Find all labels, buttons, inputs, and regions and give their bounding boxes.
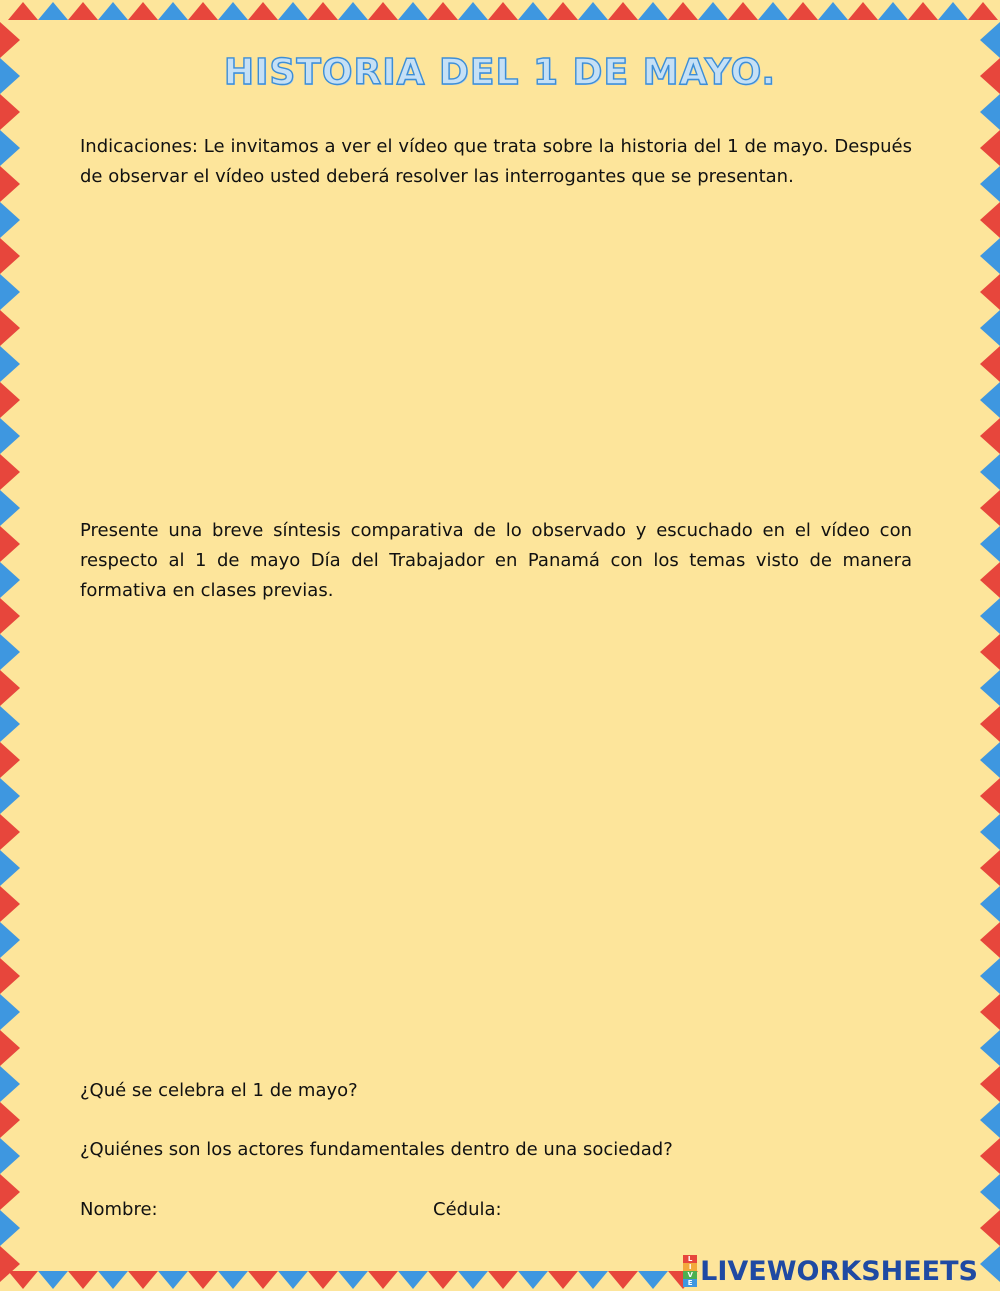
border-triangle: [0, 1210, 20, 1246]
border-triangle: [728, 2, 758, 20]
border-triangle: [638, 1271, 668, 1289]
border-triangle: [0, 850, 20, 886]
border-triangle: [980, 526, 1000, 562]
border-triangle: [980, 598, 1000, 634]
border-triangle: [980, 166, 1000, 202]
border-triangle: [368, 2, 398, 20]
border-triangle: [8, 2, 38, 20]
instructions-text: Indicaciones: Le invitamos a ver el vídeo que trata sobre la historia del 1 de mayo. Después de observar el vídeo usted deberá resolver las interrogantes que se presentan.: [80, 136, 912, 187]
border-triangle: [638, 2, 668, 20]
border-triangle: [0, 1102, 20, 1138]
border-triangle: [0, 1174, 20, 1210]
border-triangle: [980, 490, 1000, 526]
border-triangle: [980, 634, 1000, 670]
border-triangle: [488, 2, 518, 20]
border-triangle: [980, 850, 1000, 886]
border-triangle: [0, 958, 20, 994]
border-triangle: [980, 742, 1000, 778]
border-triangle: [0, 814, 20, 850]
border-triangle: [668, 2, 698, 20]
border-triangle: [0, 1138, 20, 1174]
border-triangle: [188, 2, 218, 20]
border-triangle: [0, 742, 20, 778]
id-label: Cédula:: [433, 1199, 502, 1220]
border-triangle: [848, 2, 878, 20]
border-triangle: [980, 922, 1000, 958]
border-triangle: [0, 778, 20, 814]
border-triangle: [818, 2, 848, 20]
border-triangle: [0, 130, 20, 166]
border-triangle: [0, 706, 20, 742]
border-triangle: [38, 2, 68, 20]
border-triangle: [938, 2, 968, 20]
border-triangle: [980, 130, 1000, 166]
border-triangle: [0, 310, 20, 346]
border-triangle: [980, 418, 1000, 454]
border-triangle: [980, 886, 1000, 922]
border-triangle: [308, 2, 338, 20]
border-triangle: [980, 778, 1000, 814]
border-triangle: [608, 2, 638, 20]
border-triangle: [488, 1271, 518, 1289]
border-triangle: [0, 202, 20, 238]
border-triangle: [980, 706, 1000, 742]
border-triangle: [68, 1271, 98, 1289]
border-triangle: [980, 1030, 1000, 1066]
liveworksheets-logo-icon: [683, 1255, 697, 1287]
border-triangle: [608, 1271, 638, 1289]
border-triangle: [98, 2, 128, 20]
border-triangle: [278, 2, 308, 20]
border-triangle: [158, 1271, 188, 1289]
border-triangle: [0, 1066, 20, 1102]
border-triangle: [188, 1271, 218, 1289]
border-triangle: [0, 994, 20, 1030]
border-triangle: [980, 670, 1000, 706]
worksheet-title: HISTORIA DEL 1 DE MAYO.: [223, 52, 777, 93]
border-triangle: [578, 1271, 608, 1289]
border-triangle: [0, 418, 20, 454]
border-triangle: [980, 454, 1000, 490]
border-triangle: [98, 1271, 128, 1289]
border-triangle: [980, 958, 1000, 994]
border-triangle: [980, 310, 1000, 346]
logo-letter-v: V: [683, 1271, 697, 1279]
border-triangle: [980, 1246, 1000, 1282]
border-triangle: [458, 2, 488, 20]
border-triangle: [980, 1066, 1000, 1102]
border-triangle: [578, 2, 608, 20]
border-triangle: [428, 2, 458, 20]
border-triangle: [878, 2, 908, 20]
logo-letter-i: I: [683, 1263, 697, 1271]
logo-letter-e: E: [683, 1279, 697, 1287]
border-triangle: [0, 922, 20, 958]
border-triangle: [968, 2, 998, 20]
border-triangle: [0, 166, 20, 202]
border-triangle: [0, 886, 20, 922]
border-triangle: [980, 814, 1000, 850]
border-triangle: [518, 2, 548, 20]
border-triangle: [38, 1271, 68, 1289]
border-triangle: [0, 346, 20, 382]
border-triangle: [980, 1138, 1000, 1174]
border-triangle: [548, 1271, 578, 1289]
border-triangle: [980, 562, 1000, 598]
border-triangle: [398, 2, 428, 20]
border-triangle: [218, 2, 248, 20]
border-triangle: [248, 1271, 278, 1289]
question-2: ¿Quiénes son los actores fundamentales dentro de una sociedad?: [80, 1139, 673, 1160]
logo-letter-l: L: [683, 1255, 697, 1263]
border-triangle: [698, 2, 728, 20]
synthesis-prompt: Presente una breve síntesis comparativa de lo observado y escuchado en el vídeo con respecto al 1 de mayo Día del Trabajador en Panamá con los temas visto de manera formativa en clases previas.: [80, 520, 912, 601]
border-triangle: [0, 382, 20, 418]
border-triangle: [0, 634, 20, 670]
border-triangle: [0, 238, 20, 274]
border-triangle: [0, 94, 20, 130]
border-triangle: [248, 2, 278, 20]
border-triangle: [980, 1102, 1000, 1138]
border-triangle: [0, 454, 20, 490]
border-triangle: [8, 1271, 38, 1289]
border-triangle: [218, 1271, 248, 1289]
border-triangle: [368, 1271, 398, 1289]
border-triangle: [0, 562, 20, 598]
liveworksheets-logo: [683, 1253, 978, 1289]
border-triangle: [68, 2, 98, 20]
border-triangle: [980, 238, 1000, 274]
border-triangle: [338, 2, 368, 20]
border-triangle: [128, 1271, 158, 1289]
border-triangle: [788, 2, 818, 20]
border-triangle: [128, 2, 158, 20]
border-triangle: [980, 1210, 1000, 1246]
border-triangle: [398, 1271, 428, 1289]
border-triangle: [0, 598, 20, 634]
border-triangle: [0, 274, 20, 310]
border-triangle: [338, 1271, 368, 1289]
border-triangle: [428, 1271, 458, 1289]
border-triangle: [980, 1174, 1000, 1210]
border-triangle: [980, 382, 1000, 418]
border-triangle: [980, 274, 1000, 310]
border-triangle: [758, 2, 788, 20]
border-triangle: [980, 202, 1000, 238]
border-triangle: [548, 2, 578, 20]
border-triangle: [458, 1271, 488, 1289]
border-triangle: [308, 1271, 338, 1289]
question-1: ¿Qué se celebra el 1 de mayo?: [80, 1080, 358, 1101]
liveworksheets-wordmark: LIVEWORKSHEETS: [700, 1255, 978, 1287]
border-triangle: [0, 1030, 20, 1066]
border-triangle: [980, 94, 1000, 130]
border-triangle: [518, 1271, 548, 1289]
border-triangle: [158, 2, 188, 20]
border-triangle: [0, 490, 20, 526]
border-triangle: [278, 1271, 308, 1289]
border-triangle: [0, 670, 20, 706]
name-label: Nombre:: [80, 1199, 158, 1220]
border-triangle: [0, 526, 20, 562]
border-triangle: [908, 2, 938, 20]
border-triangle: [980, 346, 1000, 382]
border-triangle: [980, 994, 1000, 1030]
